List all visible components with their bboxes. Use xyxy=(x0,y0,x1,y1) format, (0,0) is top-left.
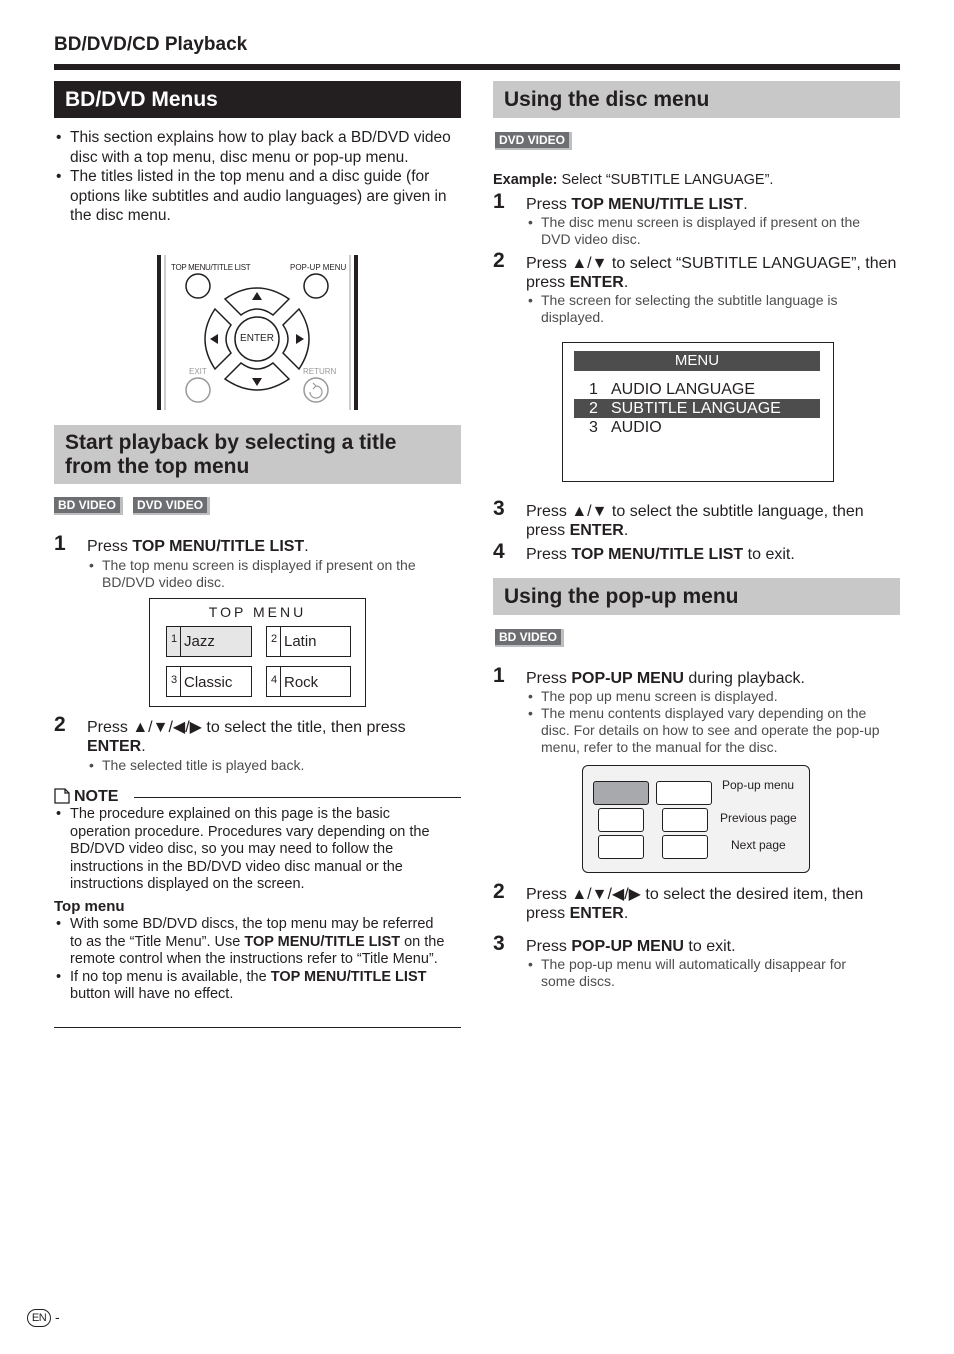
top-menu-item: 4 Rock xyxy=(266,666,351,697)
top-menu-item: 3 Classic xyxy=(166,666,252,697)
step-number: 1 xyxy=(493,190,505,213)
note-bottom-rule xyxy=(54,1027,461,1028)
top-menu-diagram xyxy=(149,598,366,707)
disc-menu-title: MENU xyxy=(574,351,820,371)
section-title-start-playback xyxy=(54,425,461,484)
step-sub-item: • The screen for selecting the subtitle language is displayed. xyxy=(526,292,871,326)
step-text: Press POP-UP MENU during playback. xyxy=(526,670,805,687)
popup-button xyxy=(662,835,708,859)
badge-dvd-video: DVD VIDEO xyxy=(495,132,572,150)
badge-row xyxy=(54,496,216,515)
top-menu-title: TOP MENU xyxy=(208,604,307,620)
popup-label: Pop-up menu xyxy=(722,778,795,792)
page-number-dash: - xyxy=(55,1309,60,1325)
top-menu-item: 2 Latin xyxy=(266,626,351,657)
step-sub-item: • The selected title is played back. xyxy=(87,757,447,774)
popup-menu-diagram xyxy=(582,765,810,873)
remote-popup-label: POP-UP MENU xyxy=(290,263,347,272)
step-number: 2 xyxy=(493,249,505,272)
step-sub xyxy=(526,688,888,756)
badge-bd-video: BD VIDEO xyxy=(54,497,123,515)
remote-enter-label: ENTER xyxy=(240,333,274,344)
badge-row xyxy=(495,628,570,647)
step-sub-item: • The pop up menu screen is displayed. xyxy=(526,688,888,705)
top-menu-item: 1 Jazz xyxy=(166,626,252,657)
step-sub xyxy=(526,956,881,990)
disc-menu-item: 1 AUDIO LANGUAGE xyxy=(589,381,756,398)
step-text: Press ▲/▼ to select the subtitle language, then press ENTER. xyxy=(526,503,864,539)
language-badge: EN xyxy=(27,1309,51,1327)
step-text: Press ▲/▼/◀/▶ to select the desired item, then press ENTER. xyxy=(526,886,864,922)
step-sub xyxy=(87,557,447,591)
step-number: 3 xyxy=(493,497,505,520)
note-label: NOTE xyxy=(74,788,119,805)
remote-top-menu-label: TOP MENU/TITLE LIST xyxy=(171,263,251,272)
top-menu-note-1: • With some BD/DVD discs, the top menu may be referred to as the “Title Menu”. Use TOP MENU/TITLE LIST on the remote control when the instructions refer to “Title Menu”. xyxy=(54,916,449,969)
popup-button xyxy=(656,781,712,805)
step-sub-item: • The disc menu screen is displayed if present on the DVD video disc. xyxy=(526,214,886,248)
badge-bd-video: BD VIDEO xyxy=(495,629,564,647)
step-text: Press TOP MENU/TITLE LIST to exit. xyxy=(526,546,795,563)
step-number: 4 xyxy=(493,540,505,563)
remote-return-label: RETURN xyxy=(303,367,337,376)
intro-bullet-1: • This section explains how to play back a BD/DVD video disc with a top menu, disc menu or pop-up menu. xyxy=(54,128,461,167)
popup-label: Next page xyxy=(731,838,786,852)
note-bullet: • The procedure explained on this page is the basic operation procedure. Procedures vary depending on the BD/DVD video disc, so you may need to follow the instructions in the BD/DVD video disc manual or the instructions displayed on the screen. xyxy=(54,806,434,894)
popup-button-selected xyxy=(593,781,649,805)
intro-bullet-2: • The titles listed in the top menu and a disc guide (for options like subtitles and audio languages) are given in the disc menu. xyxy=(54,167,461,226)
section-title-line-1: Start playback by selecting a title xyxy=(65,431,397,454)
note-subheading: Top menu xyxy=(54,898,125,915)
header-rule xyxy=(54,64,900,70)
top-menu-notes xyxy=(54,916,449,1004)
note-rule xyxy=(134,797,461,798)
step-number: 2 xyxy=(493,880,505,903)
step-text: Press ▲/▼/◀/▶ to select the title, then press ENTER. xyxy=(87,719,406,755)
step-number: 1 xyxy=(54,532,66,555)
step-sub-item: • The pop-up menu will automatically disappear for some discs. xyxy=(526,956,881,990)
step-number: 3 xyxy=(493,932,505,955)
remote-illustration xyxy=(155,255,360,410)
popup-button xyxy=(598,835,644,859)
top-menu-note-2: • If no top menu is available, the TOP MENU/TITLE LIST button will have no effect. xyxy=(54,969,449,1004)
step-sub-item: • The menu contents displayed vary depending on the disc. For details on how to see and operate the pop-up menu, refer to the manual for the disc. xyxy=(526,705,888,756)
badge-row xyxy=(495,131,578,150)
remote-exit-label: EXIT xyxy=(189,367,207,376)
section-title-bd-dvd-menus: BD/DVD Menus xyxy=(54,81,461,118)
note-bullets xyxy=(54,806,434,894)
step-text: Press TOP MENU/TITLE LIST. xyxy=(87,538,309,555)
section-title-disc-menu: Using the disc menu xyxy=(493,81,900,118)
step-number: 1 xyxy=(493,664,505,687)
note-icon xyxy=(54,788,70,804)
page-header-title: BD/DVD/CD Playback xyxy=(54,34,248,55)
section-title-line-2: from the top menu xyxy=(65,455,250,478)
step-sub xyxy=(526,292,871,326)
step-sub xyxy=(87,757,447,774)
intro-bullets xyxy=(54,128,461,226)
disc-menu-item: 3 AUDIO xyxy=(589,419,662,436)
disc-menu-diagram xyxy=(562,342,834,482)
step-text: Press TOP MENU/TITLE LIST. xyxy=(526,196,748,213)
section-title-popup-menu: Using the pop-up menu xyxy=(493,578,900,615)
example-line: Example: Select “SUBTITLE LANGUAGE”. xyxy=(493,172,774,188)
popup-button xyxy=(598,808,644,832)
badge-dvd-video: DVD VIDEO xyxy=(133,497,210,515)
popup-button xyxy=(662,808,708,832)
popup-label: Previous page xyxy=(720,811,797,825)
step-text: Press POP-UP MENU to exit. xyxy=(526,938,736,955)
step-text: Press ▲/▼ to select “SUBTITLE LANGUAGE”, then press ENTER. xyxy=(526,255,897,291)
step-sub-item: • The top menu screen is displayed if present on the BD/DVD video disc. xyxy=(87,557,447,591)
disc-menu-item-selected: 2 SUBTITLE LANGUAGE xyxy=(574,399,820,418)
step-number: 2 xyxy=(54,713,66,736)
step-sub xyxy=(526,214,886,248)
